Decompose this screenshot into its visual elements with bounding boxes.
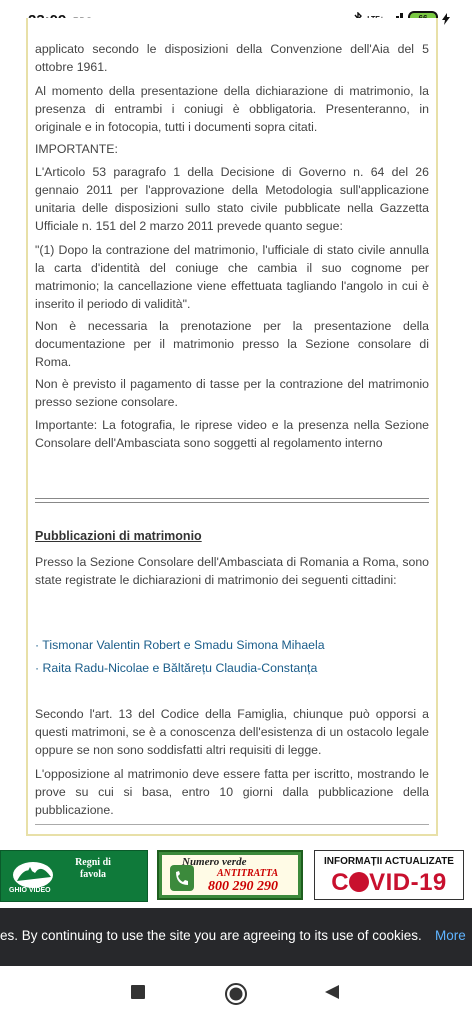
- paragraph-presence: Al momento della presentazione della dichiarazione di matrimonio, la presenza di entrambi i coniugi è obbligatoria. Presenteranno, in originale e in fotocopia, tutti i documenti sopra citati.: [35, 84, 429, 134]
- numero-verde-phone: 800 290 290: [208, 879, 278, 894]
- recents-button-icon[interactable]: [130, 984, 146, 1000]
- paragraph-apostille: applicato secondo le disposizioni della Convenzione dell'Aia del 5 ottobre 1961.: [35, 42, 429, 74]
- numero-verde-inner: [162, 855, 298, 895]
- paragraph-opposition: Secondo l'art. 13 del Codice della Famiglia, chiunque può opporsi a questi matrimoni, se è a conoscenza dell'esistenza di un ostacolo legale oppure se non sono soddisfatti altri requisiti di legge.: [35, 707, 429, 757]
- bottom-divider: [35, 824, 429, 825]
- home-button-icon[interactable]: [224, 982, 248, 1006]
- virus-icon: [349, 872, 369, 892]
- paragraph-article-53: L'Articolo 53 paragrafo 1 della Decisione di Governo n. 64 del 26 gennaio 2011 per l'approvazione della Metodologia sull'applicazione unitaria delle disposizioni sullo stato civile pubblicate nella Gazzetta Ufficiale n. 151 del 2 marzo 2011 prevede quanto segue:: [35, 165, 429, 233]
- back-button-icon[interactable]: [324, 984, 340, 1000]
- cookie-notice-text: es. By continuing to use the site you are agreeing to its use of cookies.: [0, 928, 422, 943]
- covid-rest: VID-19: [369, 869, 447, 896]
- couple-link-2[interactable]: · Raita Radu-Nicolae e Băltărețu Claudia-Constanța: [35, 661, 318, 675]
- paragraph-written-opposition: L'opposizione al matrimonio deve essere fatta per iscritto, mostrando le prove su cui si basa, entro 10 giorni dalla pubblicazione della pubblicazione.: [35, 767, 429, 817]
- cookie-more-link[interactable]: More: [435, 928, 466, 943]
- couples-list: [35, 634, 325, 680]
- couple-link-1[interactable]: · Tismonar Valentin Robert e Smadu Simona Mihaela: [35, 638, 325, 652]
- paragraph-no-fees: Non è previsto il pagamento di tasse per la contrazione del matrimonio presso sezione consolare.: [35, 377, 429, 409]
- covid-letter-c: C: [331, 869, 350, 896]
- covid-banner[interactable]: [314, 850, 464, 900]
- numero-verde-banner[interactable]: [157, 850, 303, 900]
- section-title: Pubblicazioni di matrimonio: [35, 529, 202, 543]
- covid-banner-title: INFORMAȚII ACTUALIZATE: [324, 856, 454, 867]
- banner-row: [0, 848, 472, 906]
- android-nav-bar: [0, 966, 472, 1024]
- numero-verde-title: Numero verde: [182, 856, 247, 868]
- covid-banner-main: [315, 869, 463, 897]
- ghio-logo-text: GHIO VIDEO: [9, 887, 51, 894]
- paragraph-publications-intro: Presso la Sezione Consolare dell'Ambasciata di Romania a Roma, sono state registrate le dichiarazioni di matrimonio dei seguenti cittadini:: [35, 555, 429, 587]
- article-card: [26, 18, 438, 836]
- ghio-banner-text: Regni di favola: [75, 857, 111, 880]
- paragraph-important-heading: IMPORTANTE:: [35, 142, 118, 156]
- ghio-video-banner[interactable]: [0, 850, 148, 902]
- numero-verde-subtitle: ANTITRATTA: [217, 868, 279, 879]
- cookie-bar: [0, 908, 472, 966]
- paragraph-no-booking: Non è necessaria la prenotazione per la presentazione della documentazione per il matrimonio presso la Sezione consolare di Roma.: [35, 319, 429, 369]
- paragraph-quote: "(1) Dopo la contrazione del matrimonio, l'ufficiale di stato civile annulla la carta d'identità del coniuge che cambia il suo cognome per matrimonio; la cancellazione viene effettuata tagliando l'angolo in cui è inserito il periodo di validità".: [35, 243, 429, 311]
- section-divider: [35, 498, 429, 503]
- paragraph-photo-rules: Importante: La fotografia, le riprese video e la presenza nella Sezione Consolare dell'Ambasciata sono soggetti al regolamento interno: [35, 418, 429, 450]
- charging-icon: [442, 13, 450, 25]
